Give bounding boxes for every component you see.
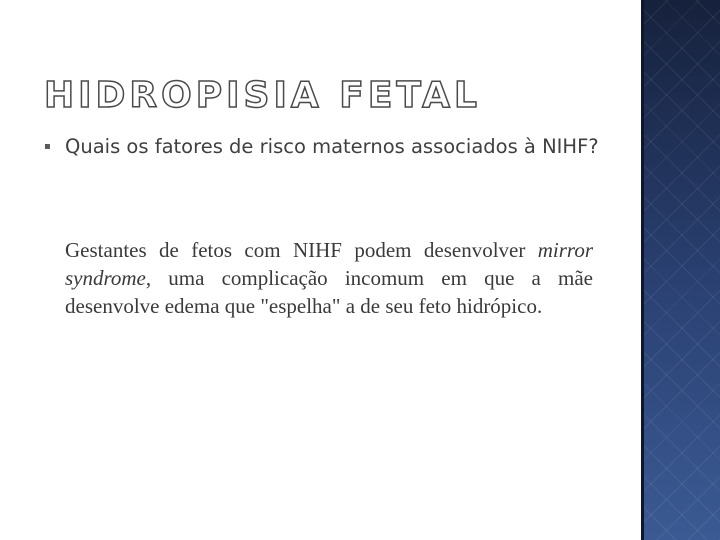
bullet-icon: ▪: [44, 141, 51, 152]
answer-text-start: Gestantes de fetos com NIHF podem desenvolver: [65, 238, 538, 262]
answer-emphasis: mirror syndrome: [65, 238, 593, 290]
answer-paragraph: [65, 236, 593, 320]
bullet-item: [44, 133, 604, 161]
answer-text-end: , uma complicação incomum em que a mãe desenvolve edema que "espelha" a de seu feto hidrópico.: [65, 266, 593, 318]
decorative-side-panel: [641, 0, 720, 540]
slide-title: HIDROPISIA FETAL: [44, 75, 481, 116]
question-text: Quais os fatores de risco maternos associados à NIHF?: [65, 135, 599, 158]
